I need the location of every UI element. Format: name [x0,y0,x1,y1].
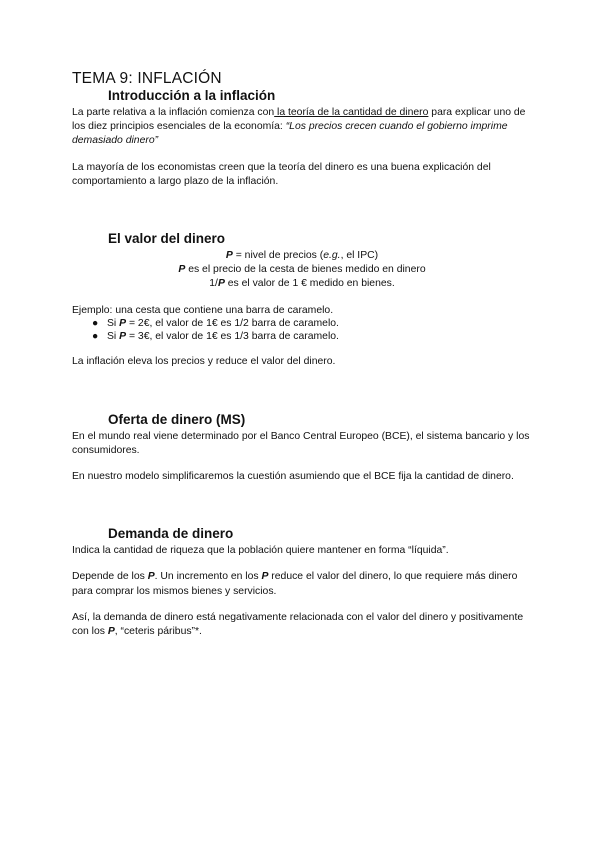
demanda-p2-pre: Depende de los [72,571,148,583]
bullet-dot: ● [92,330,99,342]
symbol-p: P [261,571,269,583]
intro-text-post: para explicar uno de los diez principios esenciales de la economía: [72,107,526,133]
def1-text-post: , el IPC) [340,250,379,262]
bullet-pre: Si [107,330,120,342]
intro-text-pre: La parte relativa a la inflación comienza con [72,107,275,118]
demanda-p2-post: reduce el valor del dinero, lo que requiere más dinero para comprar los mismos bienes y servicios. [72,571,518,597]
def2-text: es el precio de la cesta de bienes medido en dinero [185,264,426,276]
list-item [92,331,532,344]
definition-p [72,249,532,263]
demanda-paragraph-1: Indica la cantidad de riqueza que la población quiere mantener en forma “líquida”. [72,545,449,557]
demanda-paragraph-3 [72,611,532,639]
def1-text-pre: = nivel de precios ( [232,250,324,262]
bullet-dot: ● [92,317,99,329]
symbol-p: P [119,330,127,342]
section-heading-demanda: Demanda de dinero [108,526,234,542]
document-page [72,70,532,639]
demanda-p3-post: , “ceteris páribus”*. [114,626,202,638]
list-item [92,318,532,331]
bullet-pre: Si [107,317,120,329]
symbol-p: P [119,317,127,329]
section-heading-introduccion: Introducción a la inflación [108,88,276,103]
symbol-p: P [147,571,155,583]
intro-paragraph-1 [72,106,532,149]
intro-quote: “Los precios crecen cuando el gobierno imprime demasiado dinero” [72,121,508,147]
underlined-theory-phrase: la teoría de la cantidad de dinero [274,107,429,118]
oferta-paragraph-2: En nuestro modelo simplificaremos la cuestión asumiendo que el BCE fija la cantidad de dinero. [72,471,514,483]
def3-pre: 1/ [209,278,218,290]
section-heading-oferta: Oferta de dinero (MS) [108,411,246,427]
document-title: TEMA 9: INFLACIÓN [72,70,222,87]
definition-p-price [72,263,532,277]
oferta-paragraph-1: En el mundo real viene determinado por el Banco Central Europeo (BCE), el sistema bancario y los consumidores. [72,430,530,456]
def3-text: es el valor de 1 € medido en bienes. [224,278,395,290]
bullet-text: = 3€, el valor de 1€ es 1/3 barra de caramelo. [126,330,339,342]
demanda-p3-pre: Así, la demanda de dinero está negativamente relacionada con el valor del dinero y positivamente con los [72,611,524,638]
bullet-text: = 2€, el valor de 1€ es 1/2 barra de caramelo. [126,317,339,329]
def1-eg: e.g. [323,250,341,262]
intro-paragraph-2: La mayoría de los economistas creen que la teoría del dinero es una buena explicación del comportamiento a largo plazo de la inflación. [72,161,491,187]
symbol-p: P [217,278,225,290]
symbol-p: P [225,250,233,262]
demanda-p2-mid: . Un incremento en los [154,571,262,583]
section-heading-valor: El valor del dinero [108,231,226,247]
example-bullet-list [72,318,532,344]
symbol-p: P [178,264,186,276]
example-line: Ejemplo: una cesta que contiene una barra de caramelo. [72,304,334,316]
valor-closing-paragraph: La inflación eleva los precios y reduce el valor del dinero. [72,356,336,368]
definition-inverse-p [72,277,532,291]
demanda-paragraph-2 [72,570,532,598]
symbol-p: P [107,626,115,638]
